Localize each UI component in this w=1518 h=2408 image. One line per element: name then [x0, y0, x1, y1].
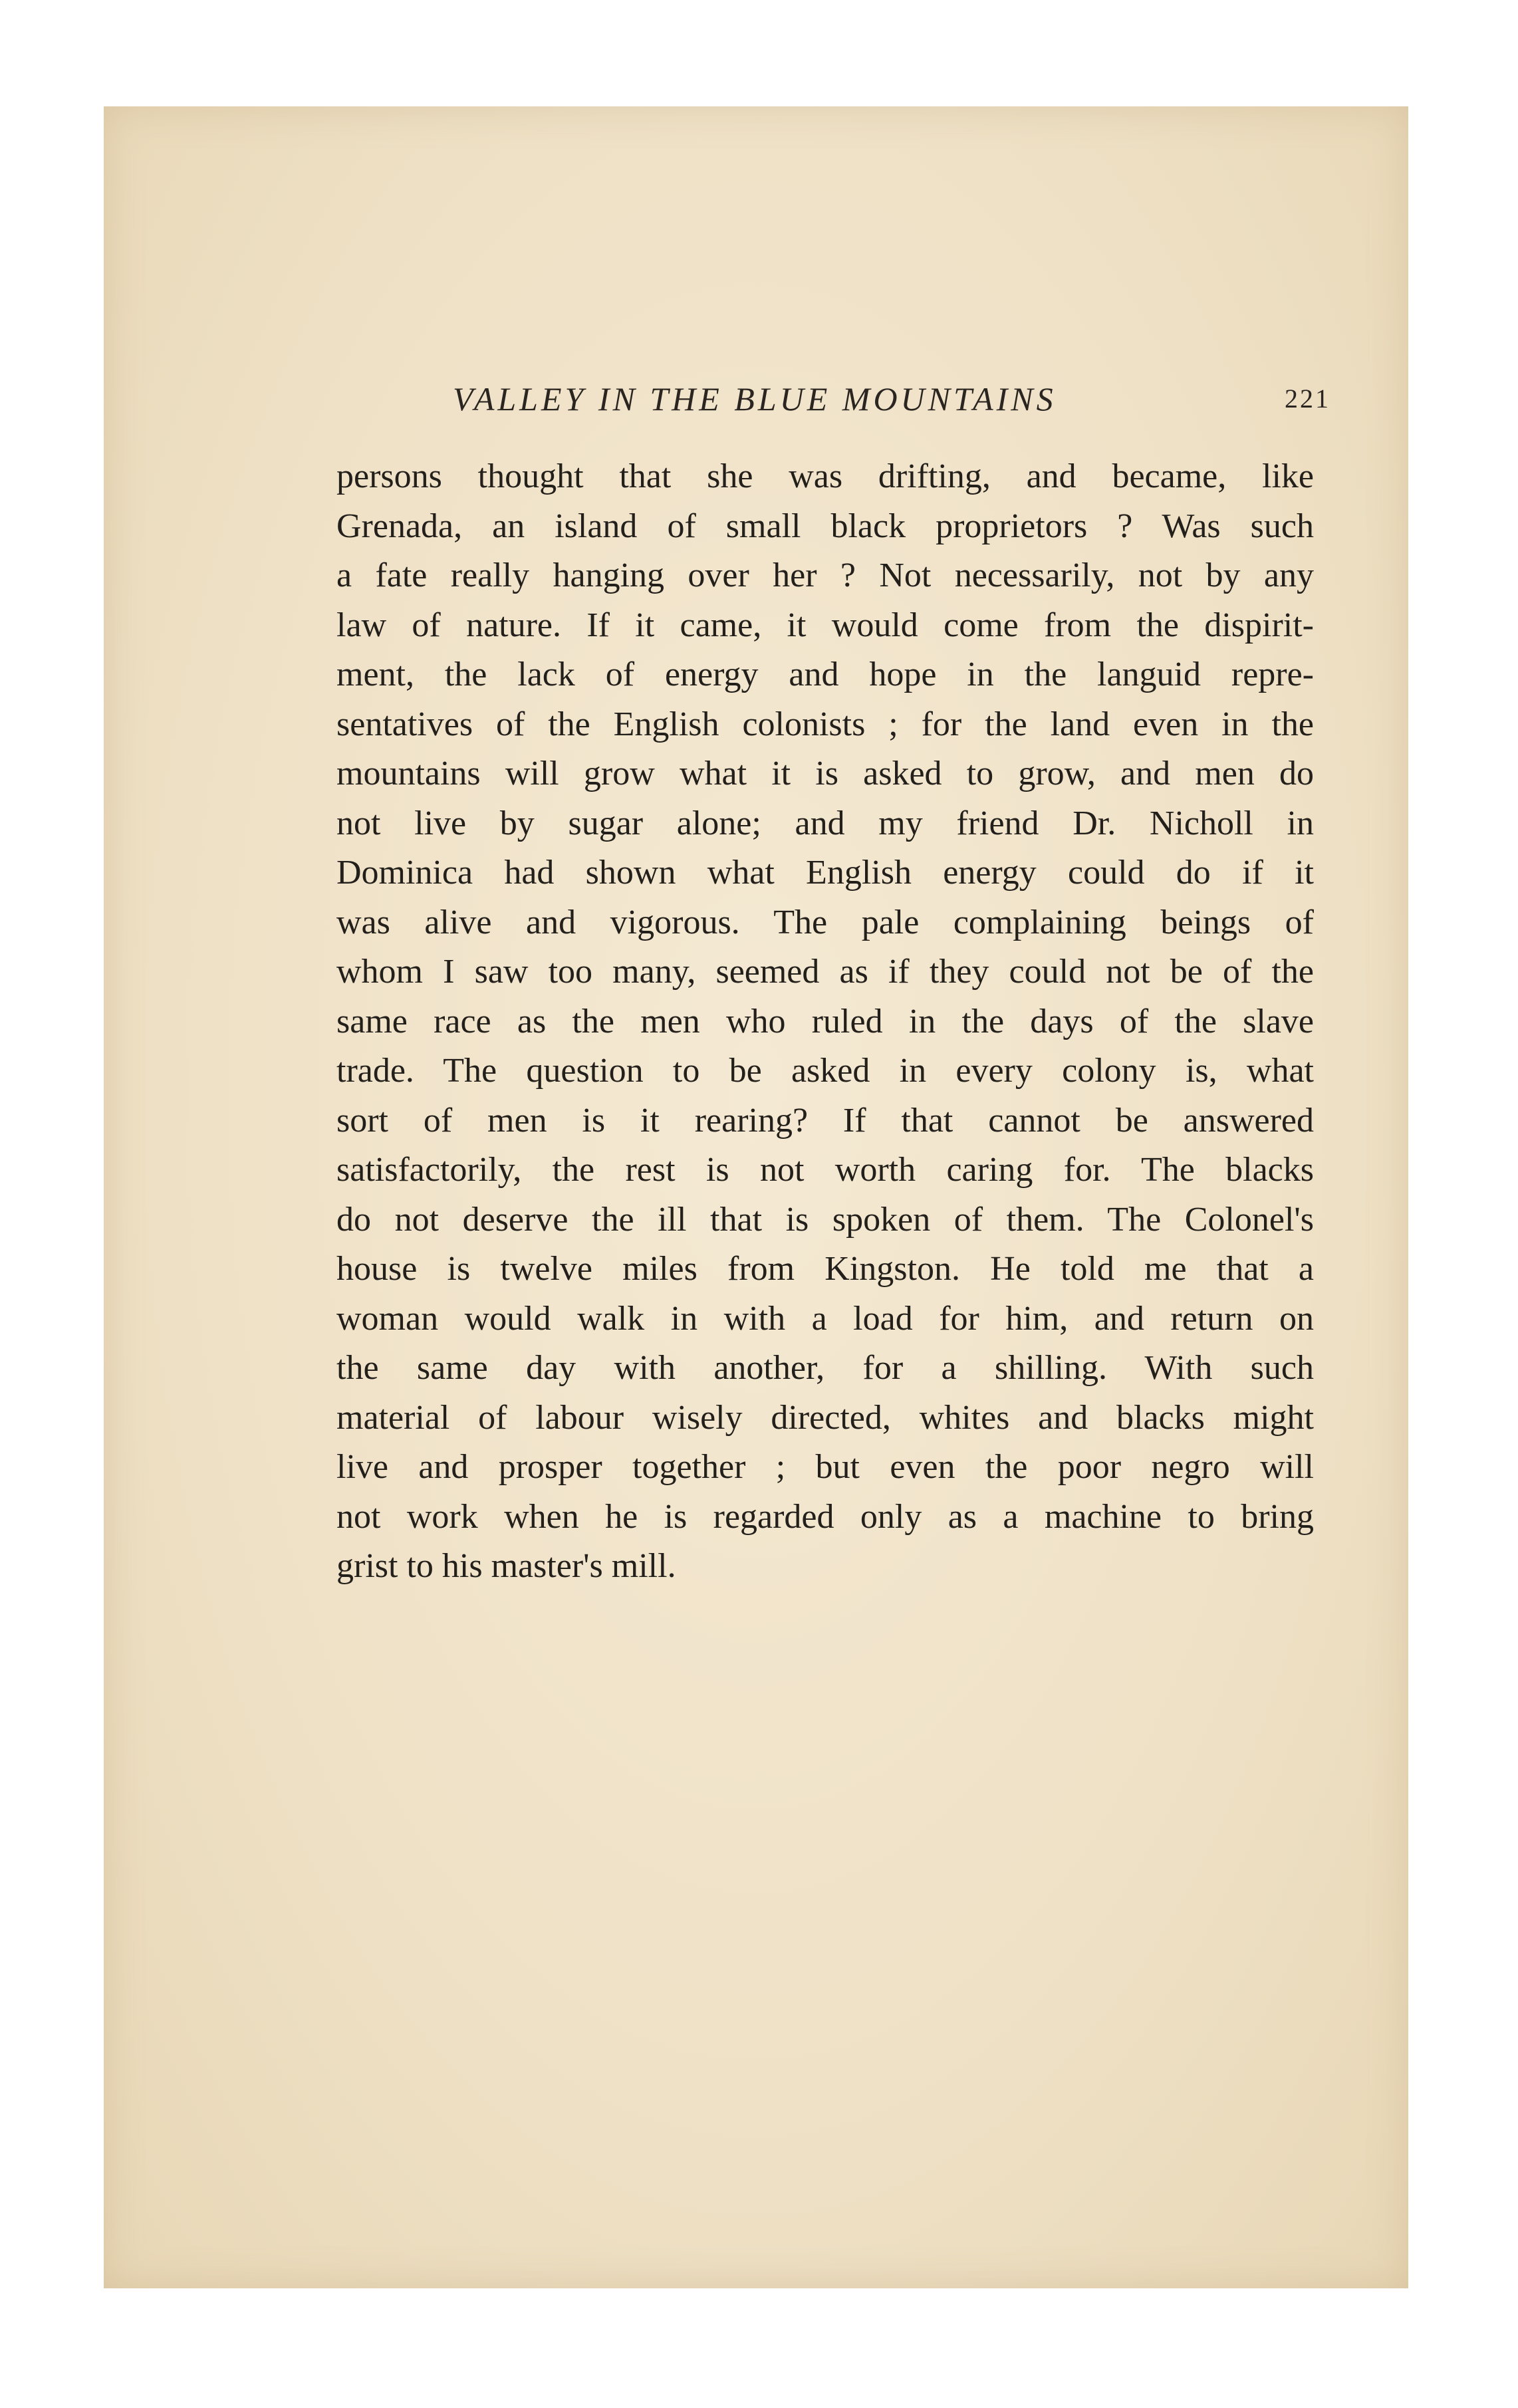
book-page — [104, 106, 1408, 2288]
text-line: law of nature. If it came, it would come from the dispirit- — [336, 606, 1314, 644]
text-line: material of labour wisely directed, whites and blacks might — [336, 1398, 1314, 1437]
text-line: not live by sugar alone; and my friend Dr. Nicholl in — [336, 804, 1314, 842]
text-line: Dominica had shown what English energy could do if it — [336, 854, 1314, 892]
text-line: ment, the lack of energy and hope in the languid repre- — [336, 656, 1314, 693]
running-head — [453, 372, 1330, 425]
text-line: sentatives of the English colonists ; for the land even in the — [336, 705, 1314, 743]
text-line: grist to his master's mill. — [336, 1547, 676, 1585]
running-title: VALLEY IN THE BLUE MOUNTAINS — [453, 380, 1057, 418]
text-line: woman would walk in with a load for him, and return on — [336, 1299, 1314, 1338]
text-line: Grenada, an island of small black proprietors ? Was such — [336, 507, 1314, 545]
text-line: persons thought that she was drifting, and became, like — [336, 457, 1314, 495]
text-line: house is twelve miles from Kingston. He told me that a — [336, 1250, 1314, 1288]
text-line: trade. The question to be asked in every colony is, what — [336, 1052, 1314, 1090]
text-line: do not deserve the ill that is spoken of them. The Colonel's — [336, 1200, 1314, 1239]
body-paragraph — [336, 452, 1314, 1592]
text-line: satisfactorily, the rest is not worth caring for. The blacks — [336, 1151, 1314, 1189]
text-line: live and prosper together ; but even the poor negro will — [336, 1448, 1314, 1486]
page-number: 221 — [1285, 384, 1330, 414]
text-line: mountains will grow what it is asked to grow, and men do — [336, 755, 1314, 792]
text-line: a fate really hanging over her ? Not necessarily, not by any — [336, 556, 1314, 594]
text-line: sort of men is it rearing? If that cannot be answered — [336, 1101, 1314, 1140]
text-line: not work when he is regarded only as a machine to bring — [336, 1497, 1314, 1536]
text-line: was alive and vigorous. The pale complaining beings of — [336, 903, 1314, 941]
text-line: whom I saw too many, seemed as if they could not be of the — [336, 953, 1314, 991]
text-line: the same day with another, for a shilling. With such — [336, 1349, 1314, 1387]
text-line: same race as the men who ruled in the days of the slave — [336, 1002, 1314, 1040]
